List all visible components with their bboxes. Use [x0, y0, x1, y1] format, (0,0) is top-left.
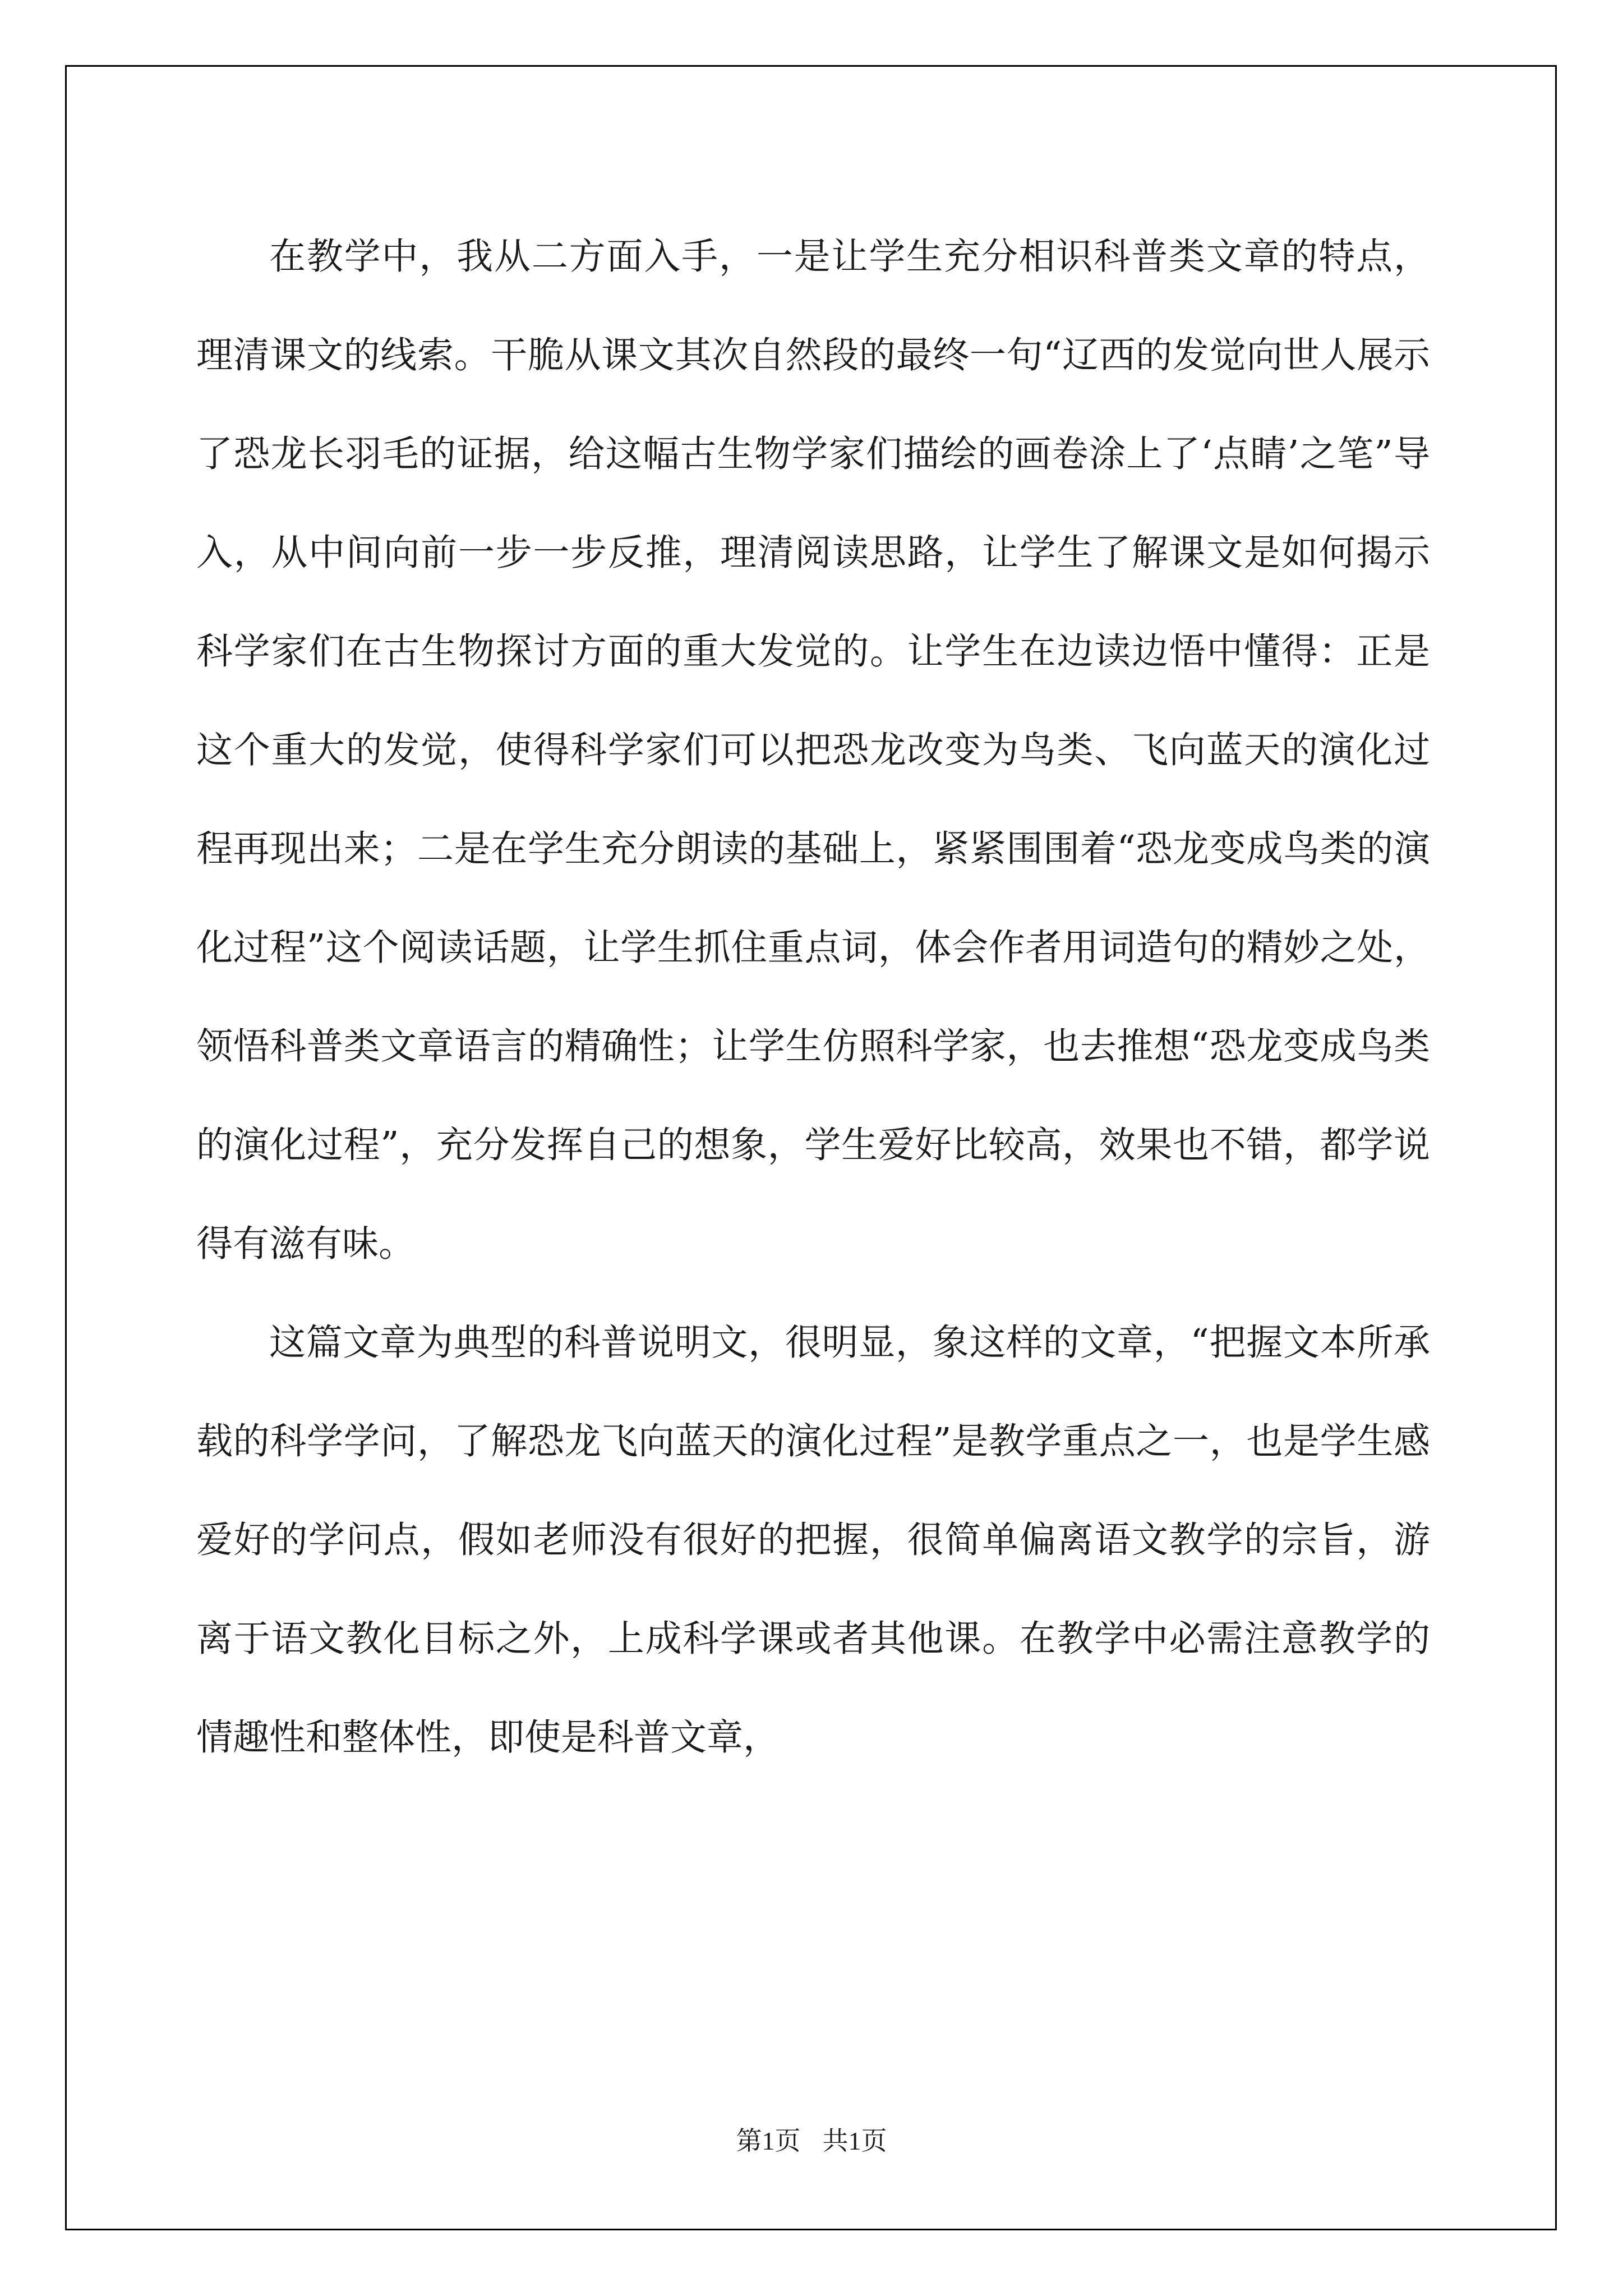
- document-body: [196, 208, 1430, 1787]
- paragraph-1: 在教学中，我从二方面入手，一是让学生充分相识科普类文章的特点，理清课文的线索。干脆从课文其次自然段的最终一句“辽西的发觉向世人展示了恐龙长羽毛的证据，给这幅古生物学家们描绘的画卷涂上了‘点睛’之笔”导入，从中间向前一步一步反推，理清阅读思路，让学生了解课文是如何揭示科学家们在古生物探讨方面的重大发觉的。让学生在边读边悟中懂得：正是这个重大的发觉，使得科学家们可以把恐龙改变为鸟类、飞向蓝天的演化过程再现出来；二是在学生充分朗读的基础上，紧紧围围着“恐龙变成鸟类的演化过程”这个阅读话题，让学生抓住重点词，体会作者用词造句的精妙之处，领悟科普类文章语言的精确性；让学生仿照科学家，也去推想“恐龙变成鸟类的演化过程”，充分发挥自己的想象，学生爱好比较高，效果也不错，都学说得有滋有味。: [196, 236, 1430, 1265]
- page-number-footer: 第1页 共1页: [736, 2127, 887, 2155]
- paragraph-2: 这篇文章为典型的科普说明文，很明显，象这样的文章，“把握文本所承载的科学学问，了解恐龙飞向蓝天的演化过程”是教学重点之一，也是学生感爱好的学问点，假如老师没有很好的把握，很简单偏离语文教学的宗旨，游离于语文教化目标之外，上成科学课或者其他课。在教学中必需注意教学的情趣性和整体性，即使是科普文章，: [196, 1322, 1430, 1759]
